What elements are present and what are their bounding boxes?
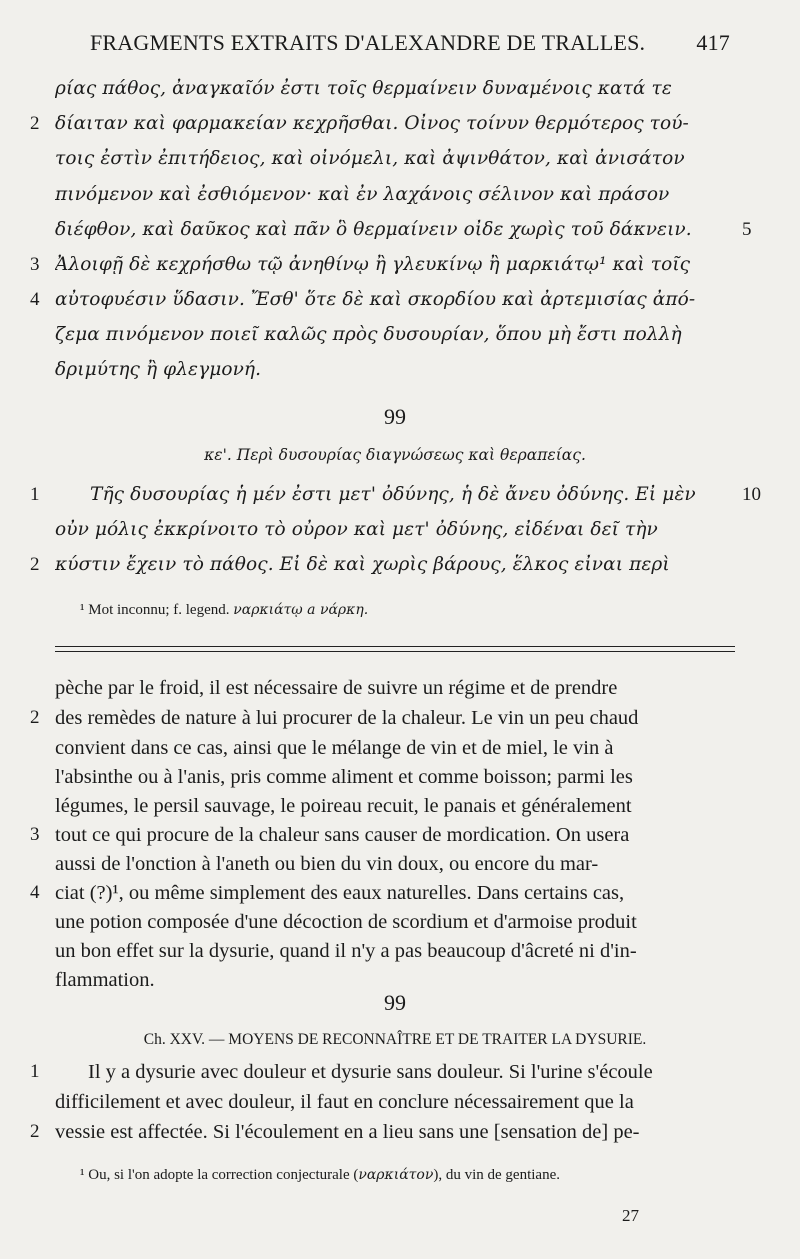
french-line-1: pèche par le froid, il est nécessaire de suivre un régime et de prendre — [55, 677, 618, 699]
header-title: FRAGMENTS EXTRAITS D'ALEXANDRE DE TRALLES. — [90, 30, 646, 55]
french-line-10: un bon effet sur la dysurie, quand il n'y a pas beaucoup d'âcreté ni d'in- — [55, 940, 637, 962]
greek-line-9: δριμύτης ἢ φλεγμονή. — [55, 359, 262, 380]
french-line-6: tout ce qui procure de la chaleur sans causer de mordication. On usera — [55, 824, 630, 846]
greek-line-2: δίαιταν καὶ φαρμακείαν κεχρῆσθαι. Οἶνος τοίνυν θερμότερος τού- — [55, 113, 689, 134]
double-rule-top — [55, 646, 735, 647]
french-footnote — [80, 1167, 560, 1184]
french-footnote-end: ), du vin de gentiane. — [433, 1167, 560, 1183]
french-margin-number-4: 4 — [30, 882, 40, 903]
french-line-8: ciat (?)¹, ou même simplement des eaux naturelles. Dans certains cas, — [55, 882, 625, 904]
french-section-title: Ch. XXV. — MOYENS DE RECONNAÎTRE ET DE TRAITER LA DYSURIE. — [143, 1031, 647, 1048]
french-margin-number-3: 3 — [30, 824, 40, 845]
french2-margin-number-1: 1 — [30, 1061, 40, 1082]
greek-line-6: Ἀλοιφῇ δὲ κεχρήσθω τῷ ἀνηθίνῳ ἢ γλευκίνῳ ἢ μαρκιάτῳ¹ καὶ τοῖς — [55, 254, 691, 275]
french2-line-3: vessie est affectée. Si l'écoulement en a lieu sans une [sensation de] pe- — [55, 1121, 640, 1143]
french-line-7: aussi de l'onction à l'aneth ou bien du vin doux, ou encore du mar- — [55, 853, 599, 875]
greek-line-7: αὐτοφυέσιν ὕδασιν. Ἔσθ' ὅτε δὲ καὶ σκορδίου καὶ ἀρτεμισίας ἀπό- — [55, 289, 696, 310]
greek-footnote-greek: ναρκιάτῳ a νάρκη. — [233, 602, 369, 618]
signature-mark: 27 — [622, 1206, 639, 1225]
greek-margin-number-2: 2 — [30, 113, 40, 134]
french-line-5: légumes, le persil sauvage, le poireau recuit, le panais et généralement — [55, 795, 632, 817]
greek2-line-number-10: 10 — [742, 484, 761, 505]
greek2-line-1: Τῆς δυσουρίας ἡ μέν ἐστι μετ' ὀδύνης, ἡ δὲ ἄνευ ὀδύνης. Εἰ μὲν — [90, 484, 696, 505]
french-line-11: flammation. — [55, 969, 155, 991]
greek-footnote-text: ¹ Mot inconnu; f. legend. — [80, 602, 230, 618]
greek-section-number: 99 — [384, 404, 406, 429]
french-footnote-greek: ναρκιάτον — [358, 1167, 434, 1183]
greek-line-number-5: 5 — [742, 219, 752, 240]
greek-line-5: διέφθον, καὶ δαῦκος καὶ πᾶν ὃ θερμαίνειν οἶδε χωρὶς τοῦ δάκνειν. — [55, 219, 692, 240]
greek2-line-2: οὖν μόλις ἐκκρίνοιτο τὸ οὖρον καὶ μετ' ὀδύνης, εἰδέναι δεῖ τὴν — [55, 519, 658, 540]
greek2-margin-number-1: 1 — [30, 484, 40, 505]
french-line-9: une potion composée d'une décoction de scordium et d'armoise produit — [55, 911, 637, 933]
french2-line-2: difficilement et avec douleur, il faut en conclure nécessairement que la — [55, 1091, 634, 1113]
french-section-number: 99 — [384, 990, 406, 1015]
greek-footnote — [80, 602, 368, 619]
french-margin-number-2: 2 — [30, 707, 40, 728]
greek-line-3: τοις ἐστὶν ἐπιτήδειος, καὶ οἰνόμελι, καὶ ἀψινθάτον, καὶ ἀνισάτον — [55, 148, 685, 169]
greek-margin-number-4: 4 — [30, 289, 40, 310]
running-header — [90, 30, 730, 60]
double-rule-bottom — [55, 651, 735, 652]
greek-line-1: ρίας πάθος, ἀναγκαῖόν ἐστι τοῖς θερμαίνειν δυναμένοις κατά τε — [55, 78, 672, 99]
french-footnote-text: ¹ Ou, si l'on adopte la correction conjecturale ( — [80, 1167, 359, 1183]
greek-margin-number-3: 3 — [30, 254, 40, 275]
greek2-margin-number-2: 2 — [30, 554, 40, 575]
french-line-2: des remèdes de nature à lui procurer de la chaleur. Le vin un peu chaud — [55, 707, 639, 729]
greek2-line-3: κύστιν ἔχειν τὸ πάθος. Εἰ δὲ καὶ χωρὶς βάρους, ἕλκος εἶναι περὶ — [55, 554, 670, 575]
greek-section-title: κε'. Περὶ δυσουρίας διαγνώσεως καὶ θεραπείας. — [204, 446, 586, 464]
french2-line-1: Il y a dysurie avec douleur et dysurie sans douleur. Si l'urine s'écoule — [88, 1061, 653, 1083]
french-line-3: convient dans ce cas, ainsi que le mélange de vin et de miel, le vin à — [55, 737, 614, 759]
french-line-4: l'absinthe ou à l'anis, pris comme aliment et comme boisson; parmi les — [55, 766, 633, 788]
greek-line-8: ζεμα πινόμενον ποιεῖ καλῶς πρὸς δυσουρίαν, ὅπου μὴ ἔστι πολλὴ — [55, 324, 682, 345]
french2-margin-number-2: 2 — [30, 1121, 40, 1142]
page-number: 417 — [696, 30, 730, 55]
greek-line-4: πινόμενον καὶ ἐσθιόμενον· καὶ ἐν λαχάνοις σέλινον καὶ πράσον — [55, 184, 670, 205]
